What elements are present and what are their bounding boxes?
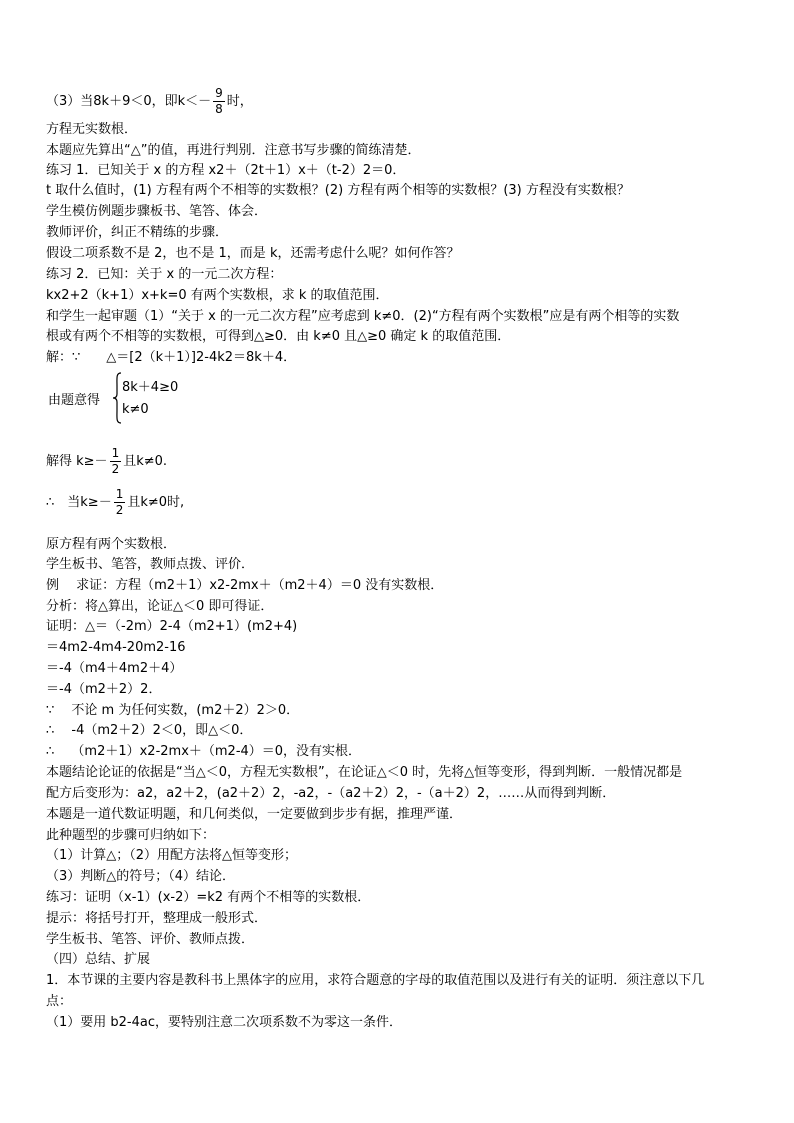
proof-line: 证明：△＝（-2m）2-4（m2+1）(m2+4) xyxy=(46,619,298,634)
proof-step: ∵ 不论 m 为任何实数，(m2＋2）2＞0． xyxy=(46,703,300,718)
text-line: 原方程有两个实数根． xyxy=(46,537,177,552)
exercise-2-line: 练习 2．已知：关于 x 的一元二次方程： xyxy=(46,267,283,282)
step-list-line: （3）判断△的符号；（4）结论． xyxy=(46,869,236,884)
fraction-nine-eighths xyxy=(213,86,225,117)
example-line: 例 求证：方程（m2＋1）x2-2mx＋（m2＋4）＝0 没有实数根． xyxy=(46,578,444,593)
solve-text: 解得 k≥－ xyxy=(46,454,108,469)
case-3-line xyxy=(46,86,253,117)
therefore-text: ∴ 当k≥－ xyxy=(46,495,112,510)
proof-step: ∴ -4（m2＋2）2＜0，即△＜0． xyxy=(46,723,253,738)
text-line: 根或有两个不相等的实数根，可得到△≥0．由 k≠0 且△≥0 确定 k 的取值范围． xyxy=(46,329,511,344)
proof-step: ＝4m2-4m4-20m2-16 xyxy=(46,640,186,655)
text-line: 和学生一起审题（1）“关于 x 的一元二次方程”应考虑到 k≠0．(2)“方程有两个实数根”应是有两个相等的实数 xyxy=(46,309,680,324)
solve-suffix: 且k≠0. xyxy=(123,454,168,469)
text-line: 配方后变形为：a2，a2＋2，(a2＋2）2，-a2，-（a2＋2）2，-（a＋2）2，……从而得到判断． xyxy=(46,786,616,801)
text-line: 本题是一道代数证明题，和几何类似，一定要做到步步有据，推理严谨． xyxy=(46,807,463,822)
fraction-one-half xyxy=(114,487,126,518)
text-line: 教师评价，纠正不精练的步骤． xyxy=(46,225,229,240)
step-list-line: （1）计算△；（2）用配方法将△恒等变形； xyxy=(46,848,298,863)
system-row-1: 8k＋4≥0 xyxy=(122,380,179,395)
system-label: 由题意得 xyxy=(48,393,101,408)
case-3-text: （3）当8k＋9＜0，即k＜－ xyxy=(46,94,212,109)
solution-line: 解：∵ △＝[2（k＋1）]2-4k2＝8k＋4． xyxy=(46,350,297,365)
exercise-1-line: 练习 1．已知关于 x 的方程 x2＋（2t＋1）x＋（t-2）2＝0． xyxy=(46,163,406,178)
text-line: t 取什么值时，(1) 方程有两个不相等的实数根？(2) 方程有两个相等的实数根？(3) 方程没有实数根？ xyxy=(46,183,630,198)
proof-step: ＝-4（m4＋4m2＋4） xyxy=(46,661,183,676)
text-line: 学生板书、笔答、评价、教师点拨． xyxy=(46,932,255,947)
hint-line: 提示：将括号打开，整理成一般形式． xyxy=(46,911,268,926)
text-line: 学生板书、笔答，教师点拨、评价． xyxy=(46,557,255,572)
left-brace-icon xyxy=(112,372,122,424)
analysis-line: 分析：将△算出，论证△＜0 即可得证． xyxy=(46,599,274,614)
text-line: 学生模仿例题步骤板书、笔答、体会． xyxy=(46,204,268,219)
fraction-denominator: 2 xyxy=(111,462,120,476)
solve-result-line xyxy=(46,446,167,477)
fraction-one-half xyxy=(110,446,122,477)
proof-step: ＝-4（m2＋2）2． xyxy=(46,682,162,697)
text-line: 本题应先算出“△”的值，再进行判别．注意书写步骤的简练清楚． xyxy=(46,143,421,158)
exercise-line: 练习：证明（x-1）(x-2）=k2 有两个不相等的实数根． xyxy=(46,890,371,905)
therefore-line xyxy=(46,487,184,518)
fraction-numerator: 1 xyxy=(115,487,124,501)
system-row-2: k≠0 xyxy=(122,402,149,417)
text-line: 此种题型的步骤可归纳如下： xyxy=(46,828,216,843)
fraction-numerator: 1 xyxy=(111,446,120,460)
proof-step: ∴ （m2＋1）x2-2mx＋（m2-4）＝0，没有实根． xyxy=(46,744,362,759)
fraction-denominator: 8 xyxy=(215,102,223,116)
text-line: 方程无实数根． xyxy=(46,122,138,137)
fraction-denominator: 2 xyxy=(115,503,124,517)
fraction-numerator: 9 xyxy=(215,86,223,100)
text-line: 点： xyxy=(46,994,73,1009)
text-line: 1．本节课的主要内容是教科书上黑体字的应用，求符合题意的字母的取值范围以及进行有关的证明．须注意以下几 xyxy=(46,973,705,988)
text-line: 假设二项系数不是 2，也不是 1，而是 k，还需考虑什么呢？如何作答？ xyxy=(46,246,460,261)
case-3-suffix: 时， xyxy=(226,94,253,109)
text-line: 本题结论论证的依据是“当△＜0，方程无实数根”，在论证△＜0 时，先将△恒等变形，得到判断．一般情况都是 xyxy=(46,765,683,780)
therefore-suffix: 且k≠0时, xyxy=(127,495,185,510)
text-line: （1）要用 b2-4ac，要特别注意二次项系数不为零这一条件． xyxy=(46,1015,403,1030)
section-heading: （四）总结、扩展 xyxy=(46,952,151,967)
text-line: kx2+2（k+1）x+k=0 有两个实数根，求 k 的取值范围． xyxy=(46,288,389,303)
